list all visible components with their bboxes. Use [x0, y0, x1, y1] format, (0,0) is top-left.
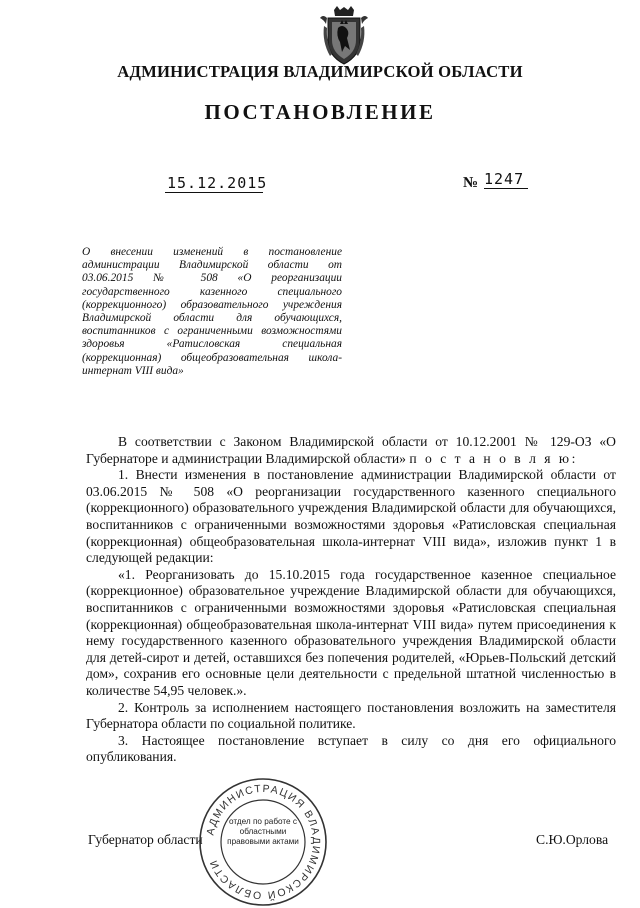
coat-of-arms-emblem	[318, 6, 370, 68]
document-date: 15.12.2015	[167, 174, 268, 192]
number-sign: №	[463, 175, 479, 191]
stamp-ring-text: АДМИНИСТРАЦИЯ ВЛАДИМИРСКОЙ ОБЛАСТИ	[204, 782, 323, 902]
item-1-quote-paragraph: «1. Реорганизовать до 15.10.2015 года государственное казенное специальное (коррекционное) образовательное учреждение Владимирской области для обучающихся, воспитанников с ограниченными возможностями здоровья «Ратисловская специальная (коррекционная) общеобразовательная школа-интернат VIII вида» путем присоединения к нему государственного казенного образовательного учреждения Владимирской области для детей-сирот и детей, оставшихся без попечения родителей, «Юрьев-Польский детский дом», сохранив его основные цели деятельности с предельной штатной численностью в количестве 54,95 человек.».	[86, 566, 616, 698]
item-1-paragraph: 1. Внести изменения в постановление администрации Владимирской области от 03.06.2015 № 508 «О реорганизации государственного казенного специального (коррекционного) образовательного учреждения Владимирской области для обучающихся, воспитанников с ограниченными возможностями здоровья «Ратисловская специальная (коррекционная) общеобразовательная школа-интернат VIII вида», изложив пункт 1 в следующей редакции:	[86, 467, 616, 566]
item-3-paragraph: 3. Настоящее постановление вступает в силу со дня его официального опубликования.	[86, 732, 616, 765]
decree-word: п о с т а н о в л я ю:	[409, 450, 578, 466]
document-number: 1247	[484, 170, 528, 189]
signature-name: С.Ю.Орлова	[536, 832, 609, 847]
document-type-title: ПОСТАНОВЛЕНИЕ	[204, 100, 436, 124]
document-subject: О внесении изменений в постановление администрации Владимирской области от 03.06.2015 № 508 «О реорганизации государственного казенного специального (коррекционного) образовательного учреждения Владимирской области для обучающихся, воспитанников с ограниченными возможностями здоровья «Ратисловская специальная (коррекционная) общеобразовательная школа-интернат VIII вида»	[82, 246, 342, 377]
organization-name: АДМИНИСТРАЦИЯ ВЛАДИМИРСКОЙ ОБЛАСТИ	[117, 62, 523, 81]
document-body	[86, 434, 616, 766]
preamble-paragraph	[86, 434, 616, 467]
item-2-paragraph: 2. Контроль за исполнением настоящего постановления возложить на заместителя Губернатора области по социальной политике.	[86, 699, 616, 732]
preamble-text: В соответствии с Законом Владимирской области от 10.12.2001 № 129-ОЗ «О Губернаторе и администрации Владимирской области»	[86, 434, 616, 466]
stamp-center-text: отдел по работе с областными правовыми актами	[227, 817, 299, 846]
signature-label: Губернатор области	[88, 832, 203, 847]
